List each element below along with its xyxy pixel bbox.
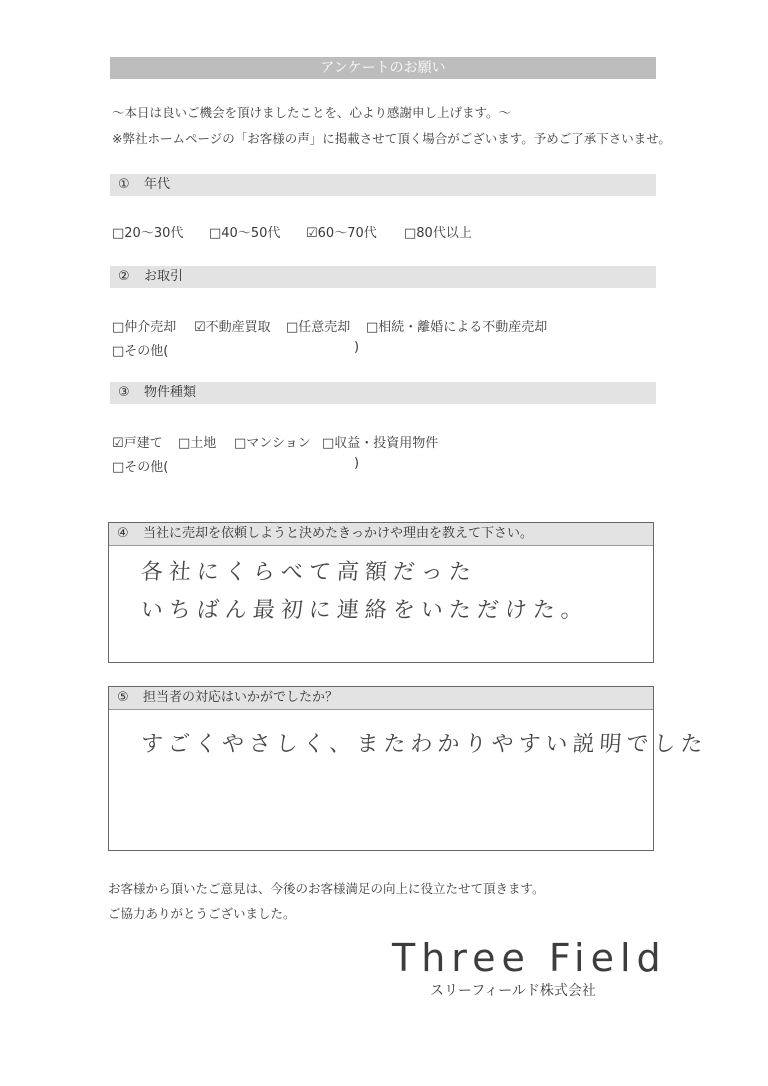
section-label: 物件種類 <box>144 385 197 400</box>
property-option[interactable]: ☑戸建て <box>112 436 163 451</box>
footer-line1: お客様から頂いたご意見は、今後のお客様満足の向上に役立たせて頂きます。 <box>108 881 545 896</box>
age-option[interactable]: □80代以上 <box>404 226 472 241</box>
property-other <box>112 456 372 476</box>
company-name: スリーフィールド株式会社 <box>430 983 596 999</box>
survey-title: アンケートのお願い <box>110 57 656 79</box>
reason-answer-line2[interactable]: いちばん最初に連絡をいただけた。 <box>139 598 590 623</box>
deal-option[interactable]: □相続・離婚による不動産売却 <box>366 320 548 335</box>
property-option[interactable]: □マンション <box>234 436 311 451</box>
age-option[interactable]: □40～50代 <box>209 226 281 241</box>
company-logo: Three Field <box>392 936 667 980</box>
reason-answer-line1[interactable]: 各社にくらべて高額だった <box>139 560 478 585</box>
section-number: ④ <box>117 526 129 541</box>
property-option[interactable]: □土地 <box>178 436 217 451</box>
section-label: お取引 <box>144 269 184 284</box>
notice-line: ※弊社ホームページの「お客様の声」に掲載させて頂く場合がございます。予めご了承下さいませ。 <box>112 131 671 146</box>
property-other-option[interactable]: □その他( <box>112 460 169 475</box>
greeting-line: ～本日は良いご機会を頂けましたことを、心より感謝申し上げます。～ <box>112 105 512 120</box>
section-label: 年代 <box>144 177 171 192</box>
age-option[interactable]: □20～30代 <box>112 226 184 241</box>
section-number: ② <box>118 269 130 284</box>
deal-option[interactable]: □任意売却 <box>286 320 351 335</box>
section-label: 担当者の対応はいかがでしたか？ <box>143 690 339 705</box>
deal-other-option[interactable]: □その他( <box>112 344 169 359</box>
section-number: ① <box>118 177 130 192</box>
section-label: 当社に売却を依頼しようと決めたきっかけや理由を教えて下さい。 <box>143 526 534 541</box>
deal-other-close: ) <box>354 340 360 355</box>
deal-option[interactable]: □仲介売却 <box>112 320 177 335</box>
staff-box-header <box>109 687 653 710</box>
section-number: ③ <box>118 385 130 400</box>
reason-box <box>108 522 654 663</box>
section-property-header <box>110 382 656 404</box>
property-other-close: ) <box>354 456 360 471</box>
staff-answer-line1[interactable]: すごくやさしく、またわかりやすい説明でした <box>139 732 709 757</box>
section-deal-header <box>110 266 656 288</box>
property-options <box>112 432 652 452</box>
property-option[interactable]: □収益・投資用物件 <box>322 436 439 451</box>
deal-options <box>112 316 652 336</box>
age-option[interactable]: ☑60～70代 <box>306 226 377 241</box>
staff-box <box>108 686 709 851</box>
section-number: ⑤ <box>117 690 129 705</box>
section-age-header <box>110 174 656 196</box>
footer-line2: ご協力ありがとうございました。 <box>108 906 296 921</box>
age-options <box>112 222 652 242</box>
reason-box-header <box>109 523 653 546</box>
deal-option[interactable]: ☑不動産買取 <box>194 320 271 335</box>
deal-other <box>112 340 372 360</box>
